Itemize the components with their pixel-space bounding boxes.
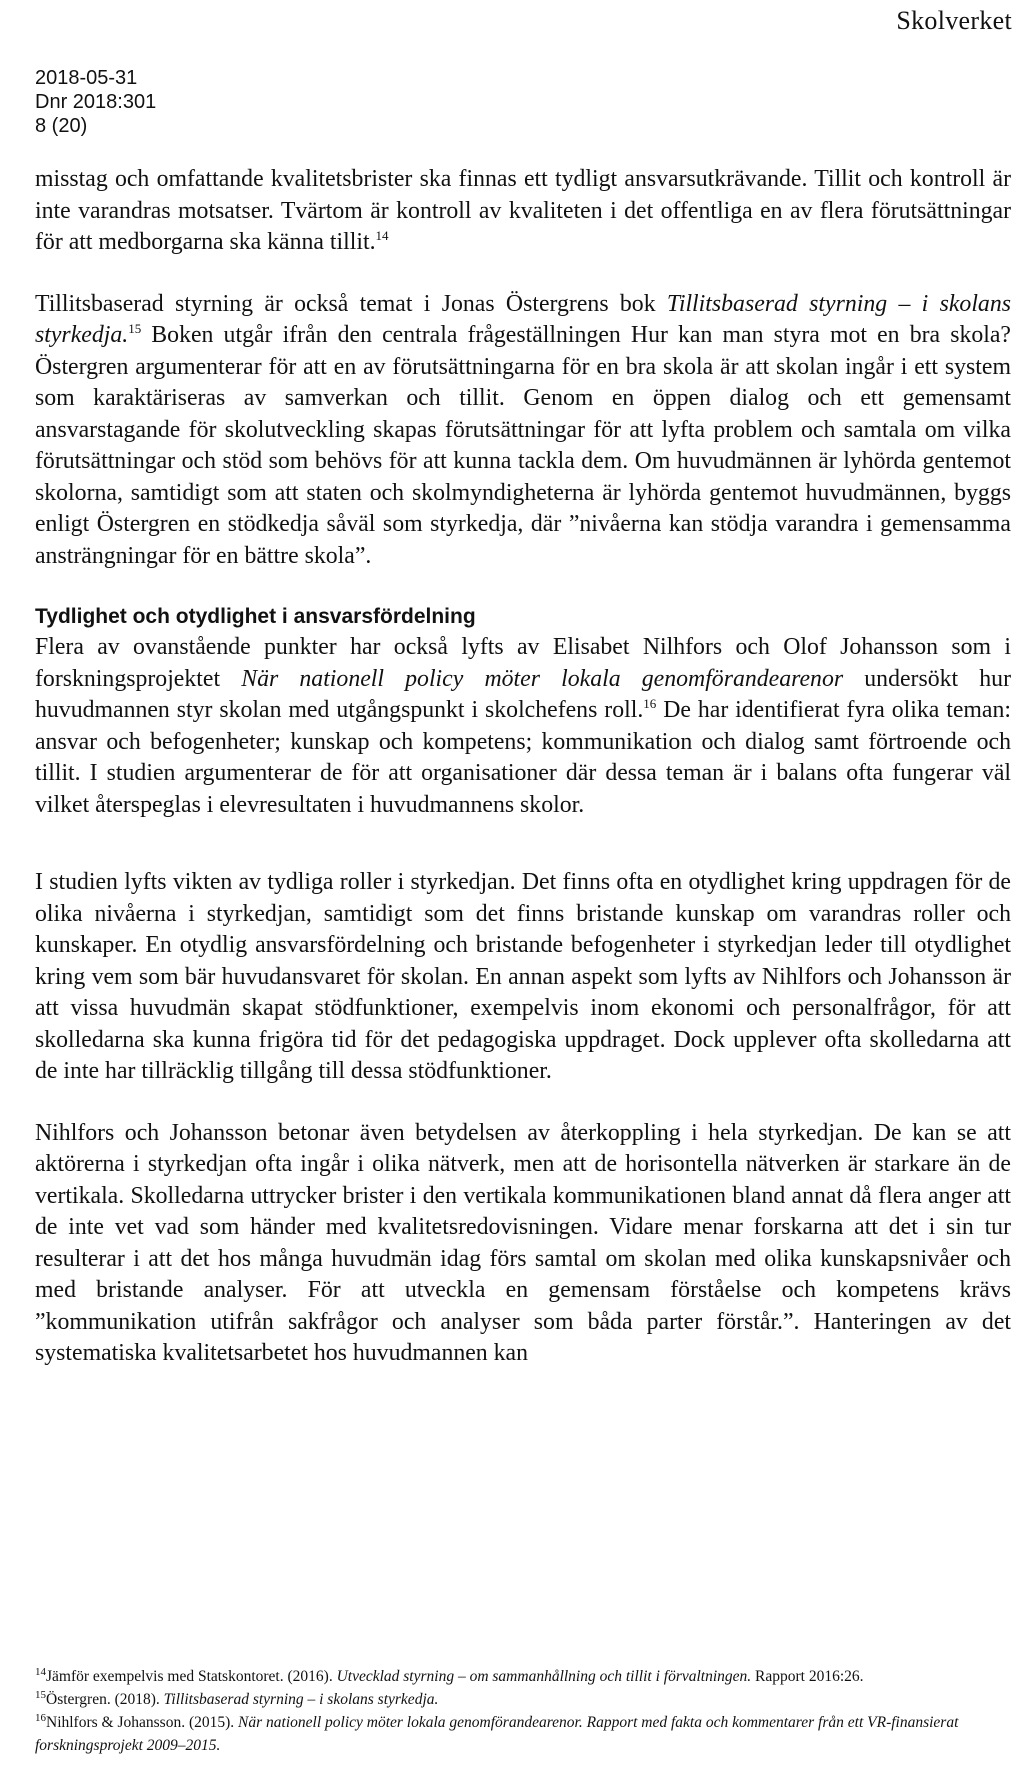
project-title: När nationell policy möter lokala genomförandearenor	[241, 665, 844, 692]
paragraph-1	[35, 164, 1011, 259]
footnote-16	[35, 1711, 1011, 1757]
footnote-ref-16: 16	[643, 696, 657, 712]
paragraph-3	[35, 632, 1011, 821]
paragraph-1-text: misstag och omfattande kvalitetsbrister ska finnas ett tydligt ansvarsutkrävande. Tillit och kontroll är inte varandras motsatser. Tvärtom är kontroll av kvaliteten i det offentliga en av flera förutsättningar för att medborgarna ska känna tillit.	[35, 166, 1011, 255]
paragraph-3-text-b: undersökt hur huvudmannen styr skolan med utgångspunkt i skolchefens roll.	[35, 665, 1011, 723]
paragraph-4: I studien lyfts vikten av tydliga roller i styrkedjan. Det finns ofta en otydlighet kring uppdragen för de olika nivåerna i styrkedjan, samtidigt som det finns bristande kunskap om varandras roller och kunskaper. En otydlig ansvarsfördelning och bristande befogenheter i styrkedjan leder till otydlighet kring vem som bär huvudansvaret för skolan. En annan aspekt som lyfts av Nihlfors och Johansson är att vissa huvudmän skapat stödfunktioner, exempelvis inom ekonomi och personalfrågor, för att skolledarna ska kunna frigöra tid för det pedagogiska uppdraget. Dock upplever ofta skolledarna att de inte har tillräcklig tillgång till dessa stödfunktioner.	[35, 869, 1011, 1084]
footnote-text: Östergren. (2018).	[46, 1691, 164, 1708]
paragraph-2-text-a: Tillitsbaserad styrning är också temat i Jonas Östergrens bok	[35, 290, 667, 317]
footnote-number: 16	[35, 1711, 46, 1724]
document-dnr: Dnr 2018:301	[35, 91, 157, 113]
footnote-title: Utvecklad styrning – om sammanhållning och tillit i förvaltningen.	[336, 1668, 752, 1685]
footnote-text-end: Rapport 2016:26.	[751, 1668, 864, 1685]
section-heading: Tydlighet och otydlighet i ansvarsfördelning	[35, 605, 476, 628]
agency-name: Skolverket	[896, 6, 1012, 35]
footnote-title: Tillitsbaserad styrning – i skolans styrkedja.	[163, 1691, 439, 1708]
document-date: 2018-05-31	[35, 67, 138, 89]
footnote-number: 15	[35, 1688, 46, 1701]
page-number: 8 (20)	[35, 115, 88, 137]
book-title: Tillitsbaserad styrning – i skolans styrkedja.	[35, 290, 1011, 348]
footnote-number: 14	[35, 1665, 46, 1678]
paragraph-2	[35, 289, 1011, 573]
footnote-14	[35, 1665, 1011, 1688]
document-meta	[35, 66, 156, 138]
paragraph-3-text-c: De har identifierat fyra olika teman: ansvar och befogenheter; kunskap och kompetens; kommunikation och dialog samt förtroende och tillit. I studien argumenterar de för att organisationer där dessa teman är i balans ofta fungerar väl vilket återspeglas i elevresultaten i huvudmannens skolor.	[35, 697, 1011, 818]
paragraph-5: Nihlfors och Johansson betonar även betydelsen av återkoppling i hela styrkedjan. De kan se att aktörerna i styrkedjan ofta ingår i olika nätverk, men att de horisontella nätverken är starkare än de vertikala. Skolledarna uttrycker brister i den vertikala kommunikationen bland annat då flera anger att de inte vet vad som händer med kvalitetsredovisningen. Vidare menar forskarna att det i sin tur resulterar i att det hos många huvudmän idag förs samtal om skolan med olika kunskapsnivåer och med bristande analyser. För att utveckla en gemensam förståelse och kompetens krävs ”kommunikation utifrån sakfrågor och analyser som båda parter förstår.”. Hanteringen av det systematiska kvalitetsarbetet hos huvudmannen kan	[35, 1119, 1011, 1366]
document-body	[35, 164, 1011, 1400]
footnote-text: Jämför exempelvis med Statskontoret. (2016).	[46, 1668, 337, 1685]
footnote-ref-14: 14	[375, 228, 389, 244]
footnotes	[35, 1665, 1011, 1757]
footnote-15	[35, 1688, 1011, 1711]
paragraph-3-text-a: Flera av ovanstående punkter har också lyfts av Elisabet Nilhfors och Olof Johansson som i forskningsprojektet	[35, 634, 1011, 692]
footnote-title: När nationell policy möter lokala genomförandearenor. Rapport med fakta och kommentarer från ett VR-finansierat forskningsprojekt 2009–2015.	[35, 1714, 959, 1754]
footnote-text: Nihlfors & Johansson. (2015).	[46, 1714, 239, 1731]
paragraph-2-text-b: Boken utgår ifrån den centrala frågeställningen Hur kan man styra mot en bra skola? Östergren argumenterar för att en av förutsättningarna för en bra skola är att skolan ingår i ett system som karaktäriseras av samverkan och tillit. Genom en öppen dialog och ett gemensamt ansvarstagande för skolutveckling skapas förutsättningar för att lyfta problem och samtala om vilka förutsättningar och stöd som behövs för att kunna tackla dem. Om huvudmännen är lyhörda gentemot skolorna, samtidigt som att staten och skolmyndigheterna är lyhörda gentemot huvudmännen, byggs enligt Östergren en stödkedja såväl som styrkedja, där ”nivåerna kan stödja varandra i gemensamma ansträngningar för en bättre skola”.	[35, 322, 1011, 569]
footnote-ref-15: 15	[128, 321, 142, 337]
